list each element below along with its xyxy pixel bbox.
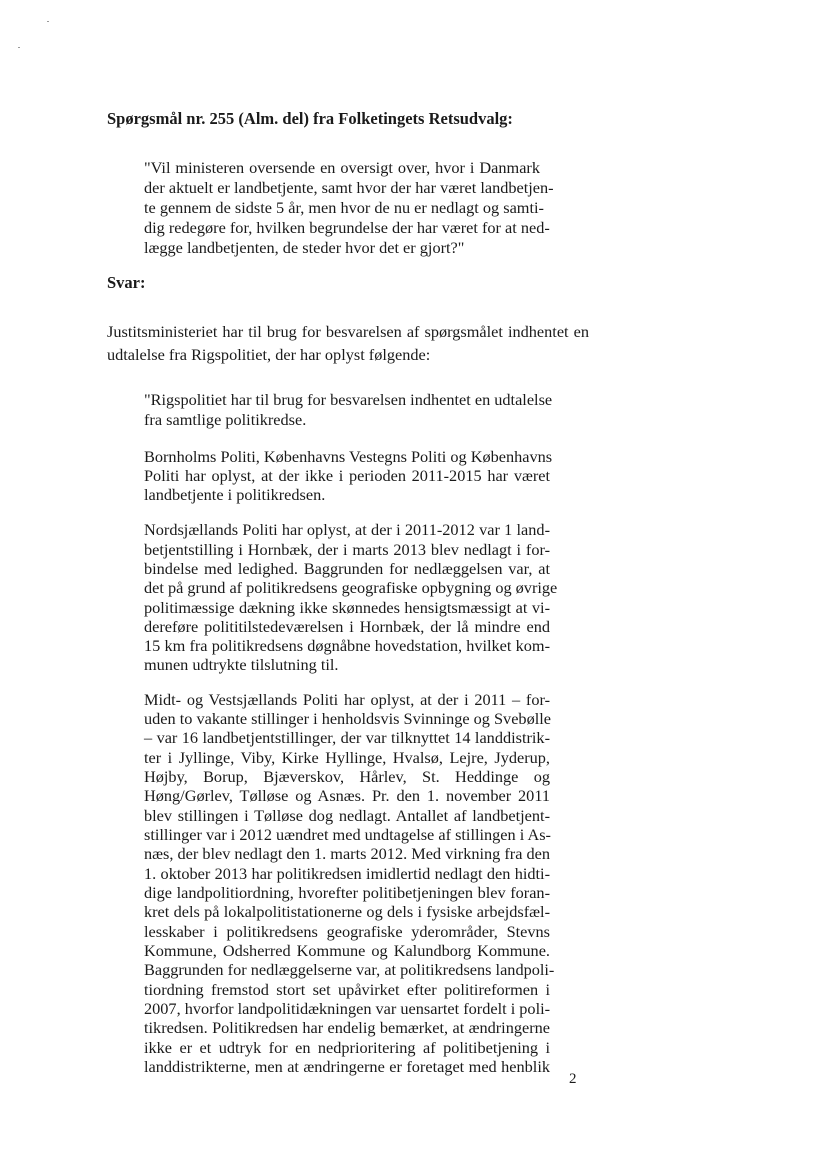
paragraph-line: politimæssige dækning ikke skønnedes hensigtsmæssigt at vi- [144, 598, 550, 617]
question-line: "Vil ministeren oversende en oversigt over, hvor i Danmark [144, 158, 540, 177]
paragraph-line: dige landpolitiordning, hvorefter politibetjeningen blev foran- [144, 883, 550, 902]
paragraph-line: næs, der blev nedlagt den 1. marts 2012. Med virkning fra den [144, 844, 551, 863]
answer-heading: Svar: [107, 273, 146, 292]
question-line: dig redegøre for, hvilken begrundelse der har været for at ned- [144, 218, 550, 237]
question-line: te gennem de sidste 5 år, men hvor de nu er nedlagt og samti- [144, 198, 544, 217]
paragraph-line: – var 16 landbetjentstillinger, der var tilknyttet 14 landdistrik- [144, 728, 550, 747]
scan-speck [47, 21, 49, 22]
paragraph-line: stillinger var i 2012 uændret med undtagelse af stillingen i As- [144, 825, 551, 844]
paragraph-line: tikredsen. Politikredsen har endelig bemærket, at ændringerne [144, 1018, 550, 1037]
paragraph-line: lesskaber i politikredsens geografiske yderområder, Stevns [144, 922, 550, 941]
question-line: der aktuelt er landbetjente, samt hvor der har været landbetjen- [144, 178, 554, 197]
paragraph-line: betjentstilling i Hornbæk, der i marts 2013 blev nedlagt i for- [144, 540, 550, 559]
paragraph-line: uden to vakante stillinger i henholdsvis Svinninge og Svebølle [144, 709, 551, 728]
paragraph-line: 1. oktober 2013 har politikredsen imidlertid nedlagt den hidti- [144, 864, 550, 883]
paragraph-line: dereføre polititilstedeværelsen i Hornbæk, der lå mindre end [144, 617, 550, 636]
paragraph-line: landdistrikterne, men at ændringerne er foretaget med henblik [144, 1057, 550, 1076]
paragraph-line: Baggrunden for nedlæggelserne var, at politikredsens landpoli- [144, 960, 555, 979]
paragraph-line: landbetjente i politikredsen. [144, 485, 326, 504]
paragraph-line: bindelse med ledighed. Baggrunden for nedlæggelsen var, at [144, 559, 550, 578]
paragraph-line: Bornholms Politi, Københavns Vestegns Politi og Københavns [144, 447, 553, 466]
paragraph-line: Politi har oplyst, at der ikke i perioden 2011-2015 har været [144, 466, 550, 485]
paragraph-line: munen udtrykte tilslutning til. [144, 655, 339, 674]
paragraph-line: ter i Jyllinge, Viby, Kirke Hyllinge, Hvalsø, Lejre, Jyderup, [144, 748, 550, 767]
paragraph-line: tiordning fremstod stort set upåvirket efter politireformen i [144, 980, 550, 999]
paragraph-line: 2007, hvorfor landpolitidækningen var uensartet fordelt i poli- [144, 999, 551, 1018]
paragraph-line: Nordsjællands Politi har oplyst, at der i 2011-2012 var 1 land- [144, 520, 550, 539]
paragraph-line: 15 km fra politikredsens døgnåbne hovedstation, hvilket kom- [144, 636, 550, 655]
paragraph-line: Høng/Gørlev, Tølløse og Asnæs. Pr. den 1. november 2011 [144, 786, 550, 805]
document-title: Spørgsmål nr. 255 (Alm. del) fra Folketingets Retsudvalg: [107, 109, 513, 128]
paragraph-line: Højby, Borup, Bjæverskov, Hårlev, St. Heddinge og [144, 767, 550, 786]
paragraph-line: Kommune, Odsherred Kommune og Kalundborg Kommune. [144, 941, 550, 960]
question-line: lægge landbetjenten, de steder hvor det er gjort?" [144, 238, 465, 257]
page-number: 2 [569, 1071, 577, 1087]
paragraph-line: kret dels på lokalpolitistationerne og dels i fysiske arbejdsfæl- [144, 902, 550, 921]
intro-line: Justitsministeriet har til brug for besvarelsen af spørgsmålet indhentet en [107, 322, 589, 341]
paragraph-line: det på grund af politikredsens geografiske opbygning og øvrige [144, 578, 558, 597]
intro-line: udtalelse fra Rigspolitiet, der har oplyst følgende: [107, 345, 431, 364]
scan-speck [18, 47, 20, 48]
paragraph-line: "Rigspolitiet har til brug for besvarelsen indhentet en udtalelse [144, 390, 553, 409]
paragraph-line: Midt- og Vestsjællands Politi har oplyst, at der i 2011 – for- [144, 690, 550, 709]
paragraph-line: fra samtlige politikredse. [144, 410, 307, 429]
paragraph-line: blev stillingen i Tølløse dog nedlagt. Antallet af landbetjent- [144, 806, 550, 825]
paragraph-line: ikke er et udtryk for en nedprioritering af politibetjening i [144, 1038, 550, 1057]
